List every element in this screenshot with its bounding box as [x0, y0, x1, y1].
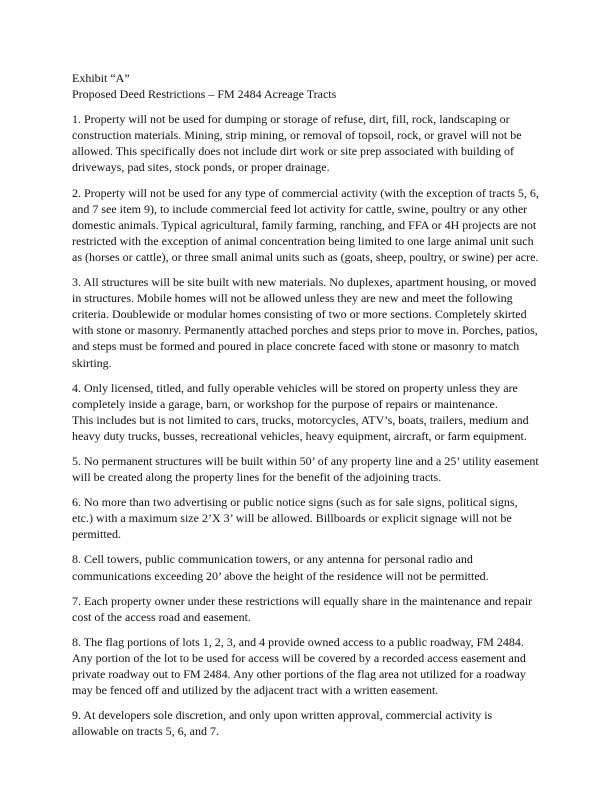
restriction-paragraph: [72, 380, 552, 444]
paragraph-line: domestic animals. Typical agricultural, family farming, ranching, and FFA or 4H projects are not: [72, 217, 537, 232]
exhibit-label: Exhibit “A”: [72, 71, 130, 85]
restriction-paragraph: [72, 274, 552, 371]
paragraph-line: allowable on tracts 5, 6, and 7.: [72, 724, 219, 739]
paragraph-line: 9. At developers sole discretion, and only upon written approval, commercial activity is: [72, 708, 493, 723]
document-title: Proposed Deed Restrictions – FM 2484 Acreage Tracts: [72, 87, 337, 102]
paragraph-line: as (horses or cattle), or three small animal units such as (goats, sheep, poultry, or swine) per acre.: [72, 249, 539, 264]
paragraph-line: criteria. Doublewide or modular homes consisting of two or more sections. Completely skirted: [72, 307, 527, 322]
restriction-paragraph: [72, 551, 552, 583]
paragraph-line: allowed. This specifically does not include dirt work or site prep associated with building of: [72, 144, 515, 159]
paragraph-line: completely inside a garage, barn, or workshop for the purpose of repairs or maintenance.: [72, 396, 498, 411]
paragraph-line: 2. Property will not be used for any type of commercial activity (with the exception of tracts 5, 6,: [72, 185, 539, 200]
paragraph-line: 7. Each property owner under these restrictions will equally share in the maintenance and repair: [72, 593, 533, 608]
paragraph-line: cost of the access road and easement.: [72, 609, 251, 624]
paragraph-line: private roadway out to FM 2484. Any other portions of the flag area not utilized for a roadway: [72, 667, 526, 681]
restriction-paragraph: [72, 111, 552, 175]
paragraph-line: 4. Only licensed, titled, and fully operable vehicles will be stored on property unless they are: [72, 380, 518, 395]
paragraph-line: 5. No permanent structures will be built within 50’ of any property line and a 25’ utility easement: [72, 453, 539, 468]
restriction-paragraph: [72, 707, 552, 739]
restriction-paragraph: [72, 634, 552, 698]
paragraph-line: heavy duty trucks, busses, recreational vehicles, heavy equipment, aircraft, or farm equipment.: [72, 428, 527, 443]
paragraph-line: etc.) with a maximum size 2’X 3’ will be allowed. Billboards or explicit signage will not be: [72, 511, 512, 526]
restriction-paragraph: [72, 593, 552, 625]
paragraph-line: will be created along the property lines for the benefit of the adjoining tracts.: [72, 470, 442, 485]
paragraph-line: communications exceeding 20’ above the height of the residence will not be permitted.: [72, 568, 489, 583]
paragraph-line: 8. The flag portions of lots 1, 2, 3, and 4 provide owned access to a public roadway, FM 2484.: [72, 634, 524, 649]
document-page: [72, 70, 552, 739]
paragraph-line: may be fenced off and utilized by the adjacent tract with a written easement.: [72, 683, 439, 698]
restriction-paragraph: [72, 453, 552, 485]
paragraph-line: and 7 see item 9), to include commercial feed lot activity for cattle, swine, poultry or any other: [72, 201, 528, 216]
paragraph-line: 6. No more than two advertising or public notice signs (such as for sale signs, political signs,: [72, 495, 518, 510]
paragraph-line: 3. All structures will be site built with new materials. No duplexes, apartment housing, or moved: [72, 275, 537, 290]
paragraph-line: and steps must be formed and poured in place concrete faced with stone or masonry to match: [72, 339, 520, 354]
paragraph-line: 8. Cell towers, public communication towers, or any antenna for personal radio and: [72, 552, 473, 567]
paragraph-line: permitted.: [72, 527, 121, 542]
paragraph-line: 1. Property will not be used for dumping or storage of refuse, dirt, fill, rock, landscaping or: [72, 112, 510, 127]
paragraph-line: This includes but is not limited to cars, trucks, motorcycles, ATV’s, boats, trailers, medium and: [72, 412, 529, 427]
restriction-paragraph: [72, 494, 552, 542]
paragraph-line: restricted with the exception of animal concentration being limited to one large animal unit such: [72, 233, 534, 248]
paragraph-line: Any portion of the lot to be used for access will be covered by a recorded access easement and: [72, 650, 526, 665]
restriction-paragraph: [72, 185, 552, 265]
paragraph-line: driveways, pad sites, stock ponds, or proper drainage.: [72, 160, 330, 175]
paragraph-line: with stone or masonry. Permanently attached porches and steps prior to move in. Porches, patios,: [72, 323, 538, 338]
restrictions-list: [72, 111, 552, 739]
paragraph-line: in structures. Mobile homes will not be allowed unless they are new and meet the following: [72, 291, 513, 306]
paragraph-line: skirting.: [72, 355, 112, 370]
paragraph-line: construction materials. Mining, strip mining, or removal of topsoil, rock, or gravel will not be: [72, 128, 522, 143]
